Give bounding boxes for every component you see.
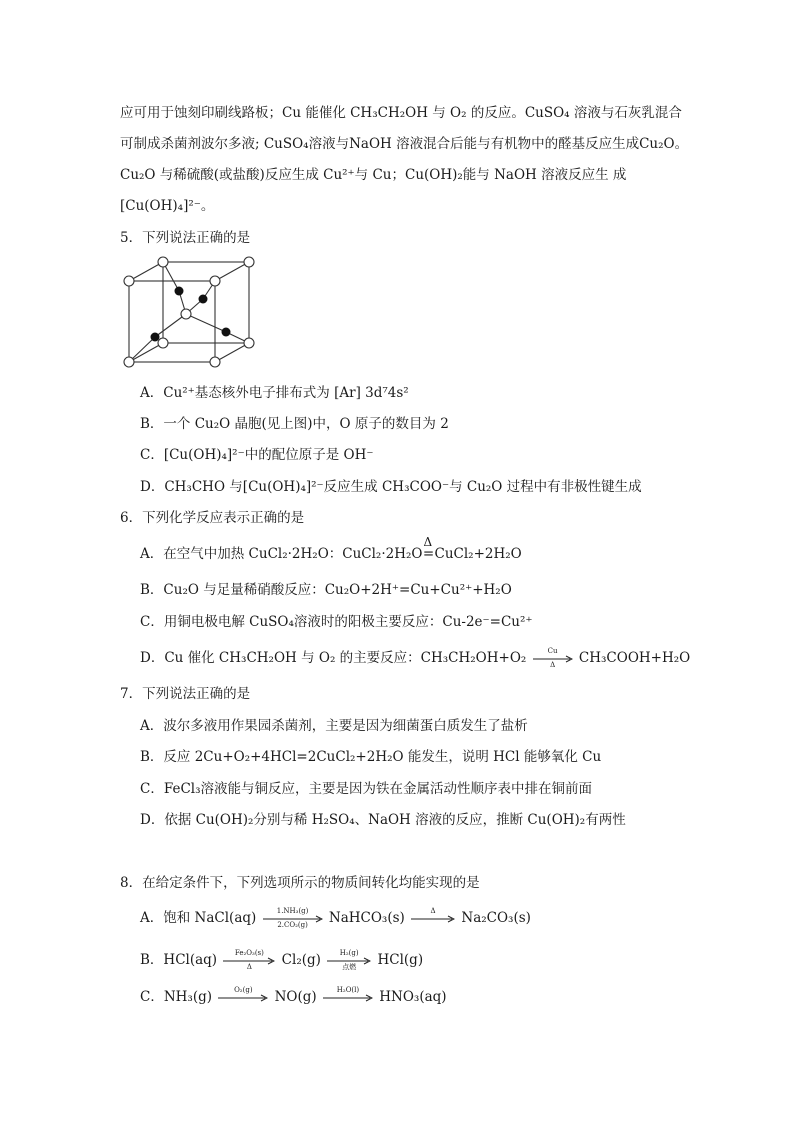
q8-a-end: Na₂CO₃(s) [461, 910, 531, 926]
q7-option-d: D．依据 Cu(OH)₂分别与稀 H₂SO₄、NaOH 溶液的反应，推断 Cu(OH)₂有两性 [140, 812, 626, 828]
arrow-condition-top: H₂(g) [339, 948, 359, 957]
arrow-condition-top: O₂(g) [234, 985, 253, 994]
intro-line-4: [Cu(OH)₄]²⁻。 [120, 198, 215, 214]
arrow-condition-top: Fe₂O₃(s) [234, 948, 264, 957]
q8-b-end: HCl(g) [377, 952, 424, 968]
arrow-condition-bottom: 2.CO₂(g) [277, 920, 308, 929]
q8-c-start: C．NH₃(g) [140, 989, 213, 1005]
cu2o-unit-cell-figure [122, 255, 262, 371]
q6-stem: 6．下列化学反应表示正确的是 [120, 510, 305, 526]
reaction-arrow [533, 646, 573, 669]
heat-equals-sign: Δ = [422, 544, 434, 564]
q6-d-reactant: D．Cu 催化 CH₃CH₂OH 与 O₂ 的主要反应：CH₃CH₂OH+O₂ [140, 650, 527, 666]
delta-symbol: Δ [423, 535, 433, 549]
q8-option-a [140, 908, 531, 929]
q8-c-intermediate: NO(g) [274, 989, 317, 1005]
q7-option-a: A．波尔多液用作果园杀菌剂，主要是因为细菌蛋白质发生了盐析 [140, 718, 528, 734]
q6-option-a [140, 535, 522, 564]
q5-option-a: A．Cu²⁺基态核外电子排布式为 [Ar] 3d⁷4s² [140, 385, 409, 401]
q8-c-end: HNO₃(aq) [379, 989, 447, 1005]
intro-line-1: 应可用于蚀刻印刷线路板；Cu 能催化 CH₃CH₂OH 与 O₂ 的反应。CuSO₄ 溶液与石灰乳混合 [120, 105, 682, 121]
arrow-condition-top: 1.NH₃(g) [276, 906, 309, 915]
q5-option-d: D．CH₃CHO 与[Cu(OH)₄]²⁻反应生成 CH₃COO⁻与 Cu₂O 过程中有非极性键生成 [140, 479, 642, 495]
q8-stem: 8．在给定条件下，下列选项所示的物质间转化均能实现的是 [120, 875, 480, 891]
q6-d-product: CH₃COOH+H₂O [578, 650, 691, 666]
reaction-arrow [223, 948, 275, 971]
q8-a-intermediate: NaHCO₃(s) [328, 910, 405, 926]
q5-option-c: C．[Cu(OH)₄]²⁻中的配位原子是 OH⁻ [140, 447, 374, 463]
q7-option-c: C．FeCl₃溶液能与铜反应，主要是因为铁在金属活动性顺序表中排在铜前面 [140, 781, 593, 797]
q8-a-start: A．饱和 NaCl(aq) [140, 910, 257, 926]
q7-stem: 7．下列说法正确的是 [120, 686, 251, 702]
intro-line-2: 可制成杀菌剂波尔多液; CuSO₄溶液与NaOH 溶液混合后能与有机物中的醛基反应生成Cu₂O。 [120, 136, 689, 152]
q6-a-product: CuCl₂+2H₂O [434, 546, 522, 562]
reaction-arrow [327, 948, 371, 971]
q6-option-b: B．Cu₂O 与足量稀硝酸反应：Cu₂O+2H⁺=Cu+Cu²⁺+H₂O [140, 582, 512, 598]
q6-option-d [140, 648, 690, 669]
arrow-condition-bottom: Δ [246, 962, 252, 971]
reaction-arrow [263, 906, 323, 929]
reaction-arrow [323, 985, 373, 1008]
q6-a-reactant: A．在空气中加热 CuCl₂·2H₂O：CuCl₂·2H₂O [140, 546, 423, 562]
arrow-condition-top: H₂O(l) [336, 985, 360, 994]
q5-option-b: B．一个 Cu₂O 晶胞(见上图)中，O 原子的数目为 2 [140, 416, 449, 432]
intro-line-3: Cu₂O 与稀硫酸(或盐酸)反应生成 Cu²⁺与 Cu；Cu(OH)₂能与 NaOH 溶液反应生 成 [120, 167, 627, 183]
arrow-condition-bottom: 点燃 [342, 962, 357, 971]
arrow-condition-bottom: Δ [550, 660, 556, 669]
q5-stem: 5．下列说法正确的是 [120, 230, 251, 246]
arrow-condition-top: Δ [430, 906, 436, 915]
q7-option-b: B．反应 2Cu+O₂+4HCl=2CuCl₂+2H₂O 能发生，说明 HCl 能够氧化 Cu [140, 749, 602, 765]
q8-option-c [140, 987, 447, 1008]
q6-option-c: C．用铜电极电解 CuSO₄溶液时的阳极主要反应：Cu-2e⁻=Cu²⁺ [140, 614, 533, 630]
q8-option-b [140, 950, 423, 971]
arrow-condition-top: Cu [547, 646, 558, 655]
reaction-arrow [411, 906, 455, 929]
reaction-arrow [218, 985, 268, 1008]
q8-b-start: B．HCl(aq) [140, 952, 218, 968]
q8-b-intermediate: Cl₂(g) [281, 952, 321, 968]
